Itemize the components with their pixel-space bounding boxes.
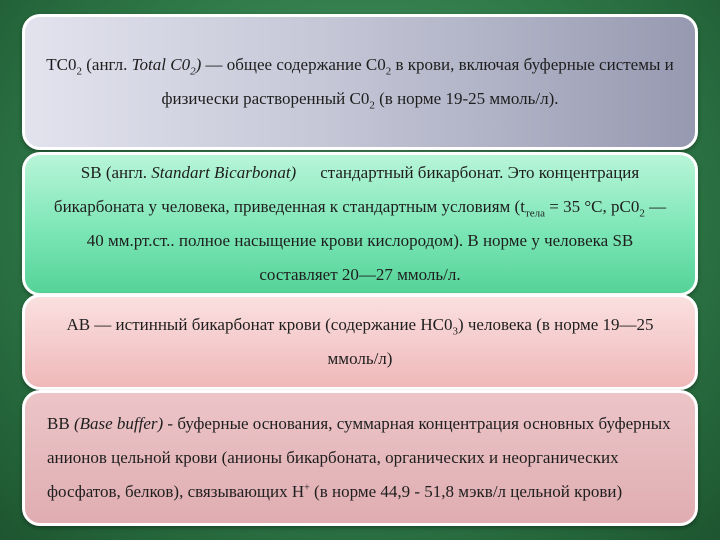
ab-definition-box — [22, 294, 698, 390]
italic-term — [131, 55, 202, 78]
text-segment: стандартный бикарбонат. Это концентрация бикарбоната у человека, приведенная к стандартным условиям (t — [53, 163, 640, 216]
subscript: тела — [524, 207, 545, 220]
sb-definition-box — [22, 152, 698, 296]
text-segment: ) — [195, 55, 202, 74]
text-segment: — 40 мм.рт.ст.. полное насыщение крови кислородом). В норме у человека SB составляет 20—27 ммоль/л. — [86, 197, 667, 284]
tco2-definition-box — [22, 14, 698, 150]
tco2-definition-text — [41, 48, 679, 116]
bb-definition-box — [22, 390, 698, 526]
text-segment: - буферные основания, суммарная концентрация основных буферных анионов цельной крови (анионы бикарбоната, органических и неорганических фосфатов, белков), связывающих Н — [47, 414, 671, 501]
text-segment: = 35 °С, рС0 — [545, 197, 640, 216]
text-segment: Total C0 — [131, 55, 191, 74]
text-segment: ТС0 — [46, 55, 77, 74]
text-segment: ) человека (в норме 19—25 ммоль/л) — [327, 315, 654, 368]
text-segment: (англ. — [81, 55, 132, 74]
subscript: 2 — [385, 65, 392, 78]
text-segment: SB (англ. — [80, 163, 152, 182]
ab-definition-text — [47, 308, 673, 376]
text-segment: — общее содержание С0 — [201, 55, 386, 74]
text-segment: (в норме 44,9 - 51,8 мэкв/л цельной крови) — [309, 482, 623, 501]
superscript: + — [304, 482, 310, 494]
italic-term: (Base buffer) — [73, 414, 164, 433]
text-segment: в крови, включая буферные системы и физически растворенный С0 — [161, 55, 674, 108]
subscript: 2 — [639, 207, 645, 220]
text-segment: (в норме 19-25 ммоль/л). — [374, 89, 559, 108]
sb-definition-text — [53, 156, 667, 292]
bb-definition-text — [47, 407, 673, 509]
subscript: 2 — [190, 65, 196, 78]
italic-term: Standart Bicarbonat) — [151, 163, 297, 182]
subscript: 2 — [369, 99, 375, 112]
text-segment: ВВ — [47, 414, 74, 433]
text-segment: АВ — истинный бикарбонат крови (содержание НС0 — [66, 315, 453, 334]
subscript: 3 — [452, 325, 458, 338]
subscript: 2 — [76, 65, 82, 78]
